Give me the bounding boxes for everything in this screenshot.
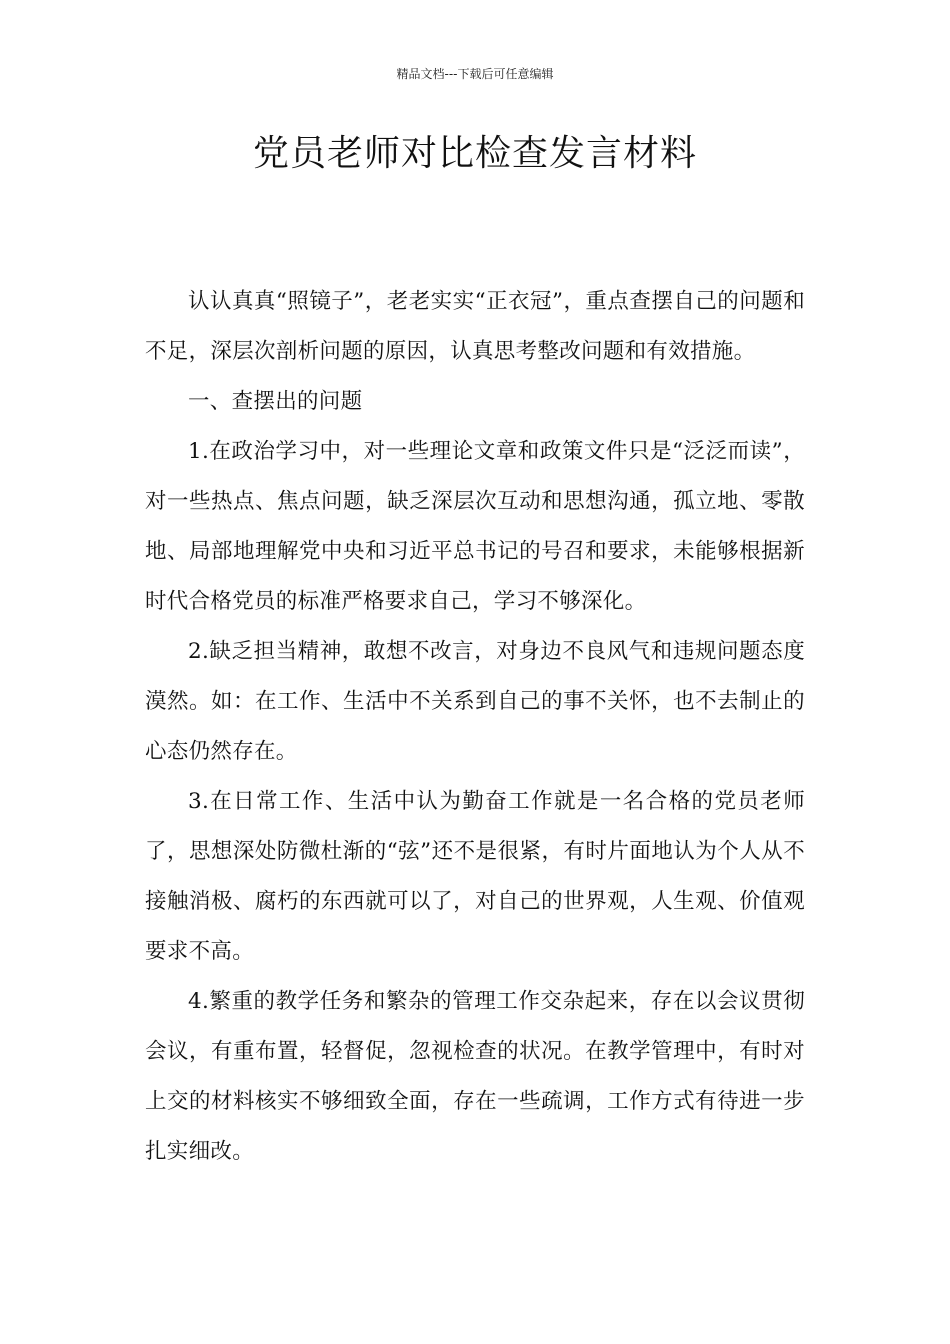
issue-paragraph-2: 2.缺乏担当精神，敢想不改言，对身边不良风气和违规问题态度漠然。如：在工作、生活中不关系到自己的事不关怀，也不去制止的心态仍然存在。: [145, 639, 805, 764]
issue-paragraph-1: 1.在政治学习中，对一些理论文章和政策文件只是“泛泛而读”，对一些热点、焦点问题，缺乏深层次互动和思想沟通，孤立地、零散地、局部地理解党中央和习近平总书记的号召和要求，未能够根据新时代合格党员的标准严格要求自己，学习不够深化。: [145, 439, 805, 614]
document-title: 党员老师对比检查发言材料: [252, 133, 697, 174]
issue-paragraph-4: 4.繁重的教学任务和繁杂的管理工作交杂起来，存在以会议贯彻会议，有重布置，轻督促，忽视检查的状况。在教学管理中，有时对上交的材料核实不够细致全面，存在一些疏调，工作方式有待进一步扎实细改。: [145, 989, 805, 1164]
document-body: [145, 277, 805, 1177]
intro-paragraph: 认认真真“照镜子”，老老实实“正衣冠”，重点查摆自己的问题和不足，深层次剖析问题的原因，认真思考整改问题和有效措施。: [145, 289, 805, 364]
header-watermark: 精品文档---下载后可任意编辑: [396, 67, 554, 81]
section-heading: 一、查摆出的问题: [188, 389, 363, 414]
issue-paragraph-3: 3.在日常工作、生活中认为勤奋工作就是一名合格的党员老师了，思想深处防微杜渐的“弦”还不是很紧，有时片面地认为个人从不接触消极、腐朽的东西就可以了，对自己的世界观，人生观、价值观要求不高。: [145, 789, 805, 964]
